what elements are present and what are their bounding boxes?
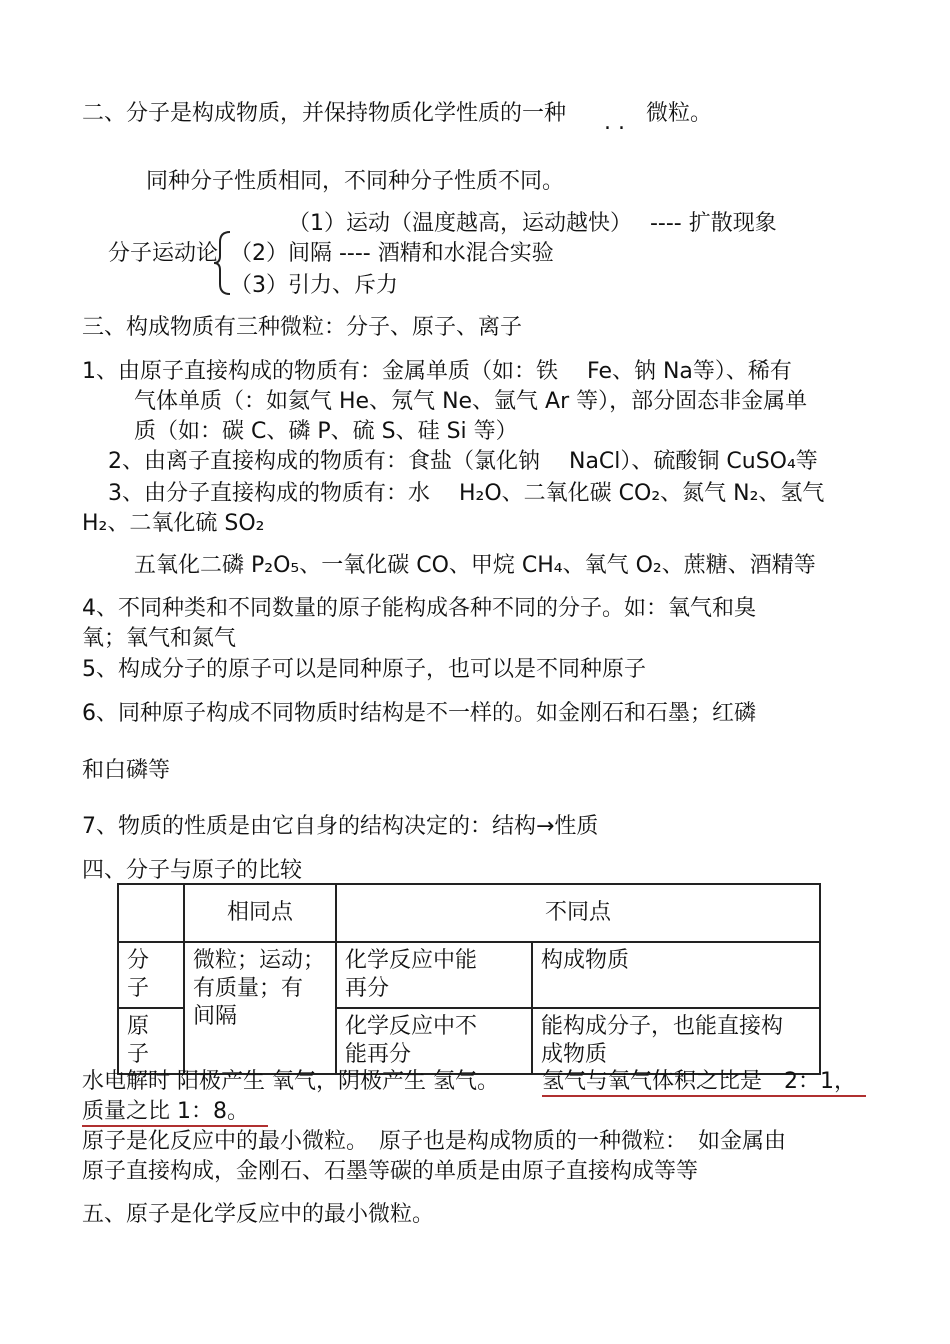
- point-5: 5、构成分子的原子可以是同种原子，也可以是不同种原子: [82, 657, 646, 682]
- molecule-diff-2: 构成物质: [532, 942, 820, 1008]
- point-3-line-c: 五氧化二磷 P₂O₅、一氧化碳 CO、甲烷 CH₄、氧气 O₂、蔗糖、酒精等: [134, 553, 816, 578]
- molecule-diff-1: 化学反应中能 再分: [336, 942, 532, 1008]
- atom-note-a: 原子是化反应中的最小微粒。 原子也是构成物质的一种微粒： 如金属由: [82, 1129, 787, 1154]
- motion-item-3: （3）引力、斥力: [230, 273, 398, 298]
- water-electrolysis-a1: 水电解时 阳极产生 氧气，阴极产生 氢气。: [82, 1069, 499, 1094]
- table-row-molecule: [118, 942, 820, 1008]
- header-diff: 不同点: [336, 884, 820, 942]
- point-6-line-a: 6、同种原子构成不同物质时结构是不一样的。如金刚石和石墨；红磷: [82, 701, 756, 726]
- same-points-cell: 微粒；运动； 有质量；有 间隔: [184, 942, 336, 1074]
- point-7: 7、物质的性质是由它自身的结构决定的：结构→性质: [82, 814, 599, 839]
- red-underline: [542, 1095, 866, 1097]
- atom-note-b: 原子直接构成，金刚石、石墨等碳的单质是由原子直接构成等等: [82, 1159, 699, 1184]
- point-2: 2、由离子直接构成的物质有：食盐（氯化钠 NaCl）、硫酸铜 CuSO₄等: [108, 449, 818, 474]
- table-header-row: [118, 884, 820, 942]
- table-corner-cell: [118, 884, 184, 942]
- point-3-line-a: 3、由分子直接构成的物质有：水 H₂O、二氧化碳 CO₂、氮气 N₂、氢气: [108, 481, 825, 506]
- section-3-title: 三、构成物质有三种微粒：分子、原子、离子: [82, 315, 523, 340]
- row-label-molecule: 分 子: [118, 942, 184, 1008]
- section-5-title: 五、原子是化学反应中的最小微粒。: [82, 1202, 435, 1227]
- emphasis-dots: . .: [604, 110, 625, 135]
- motion-item-2: （2）间隔 ---- 酒精和水混合实验: [230, 241, 554, 266]
- red-underline: [82, 1125, 268, 1127]
- point-6-line-b: 和白磷等: [82, 758, 171, 783]
- point-4-line-b: 氧；氧气和氮气: [82, 626, 237, 651]
- atom-diff-1: 化学反应中不 能再分: [336, 1008, 532, 1074]
- motion-theory-label: 分子运动论: [108, 241, 219, 266]
- comparison-table: [117, 883, 821, 1075]
- section-4-title: 四、分子与原子的比较: [82, 858, 303, 883]
- section-2-title-end: 微粒。: [646, 101, 713, 126]
- water-electrolysis-a2: 氢气与氧气体积之比是 2：1，: [542, 1069, 856, 1094]
- water-electrolysis-b: 质量之比 1：8。: [82, 1099, 249, 1124]
- section-2-title: 二、分子是构成物质，并保持物质化学性质的一种: [82, 101, 567, 126]
- row-label-atom: 原 子: [118, 1008, 184, 1074]
- point-1-line-a: 1、由原子直接构成的物质有：金属单质（如：铁 Fe、钠 Na等）、稀有: [82, 359, 792, 384]
- header-same: 相同点: [184, 884, 336, 942]
- atom-diff-2: 能构成分子，也能直接构 成物质: [532, 1008, 820, 1074]
- same-molecule-text: 同种分子性质相同，不同种分子性质不同。: [146, 169, 565, 194]
- motion-item-1: （1）运动（温度越高，运动越快） ---- 扩散现象: [288, 211, 777, 236]
- point-1-line-c: 质（如：碳 C、磷 P、硫 S、硅 Si 等）: [134, 419, 518, 444]
- point-4-line-a: 4、不同种类和不同数量的原子能构成各种不同的分子。如：氧气和臭: [82, 596, 756, 621]
- point-3-line-b: H₂、二氧化硫 SO₂: [82, 511, 265, 536]
- point-1-line-b: 气体单质（：如氦气 He、氖气 Ne、氩气 Ar 等），部分固态非金属单: [134, 389, 808, 414]
